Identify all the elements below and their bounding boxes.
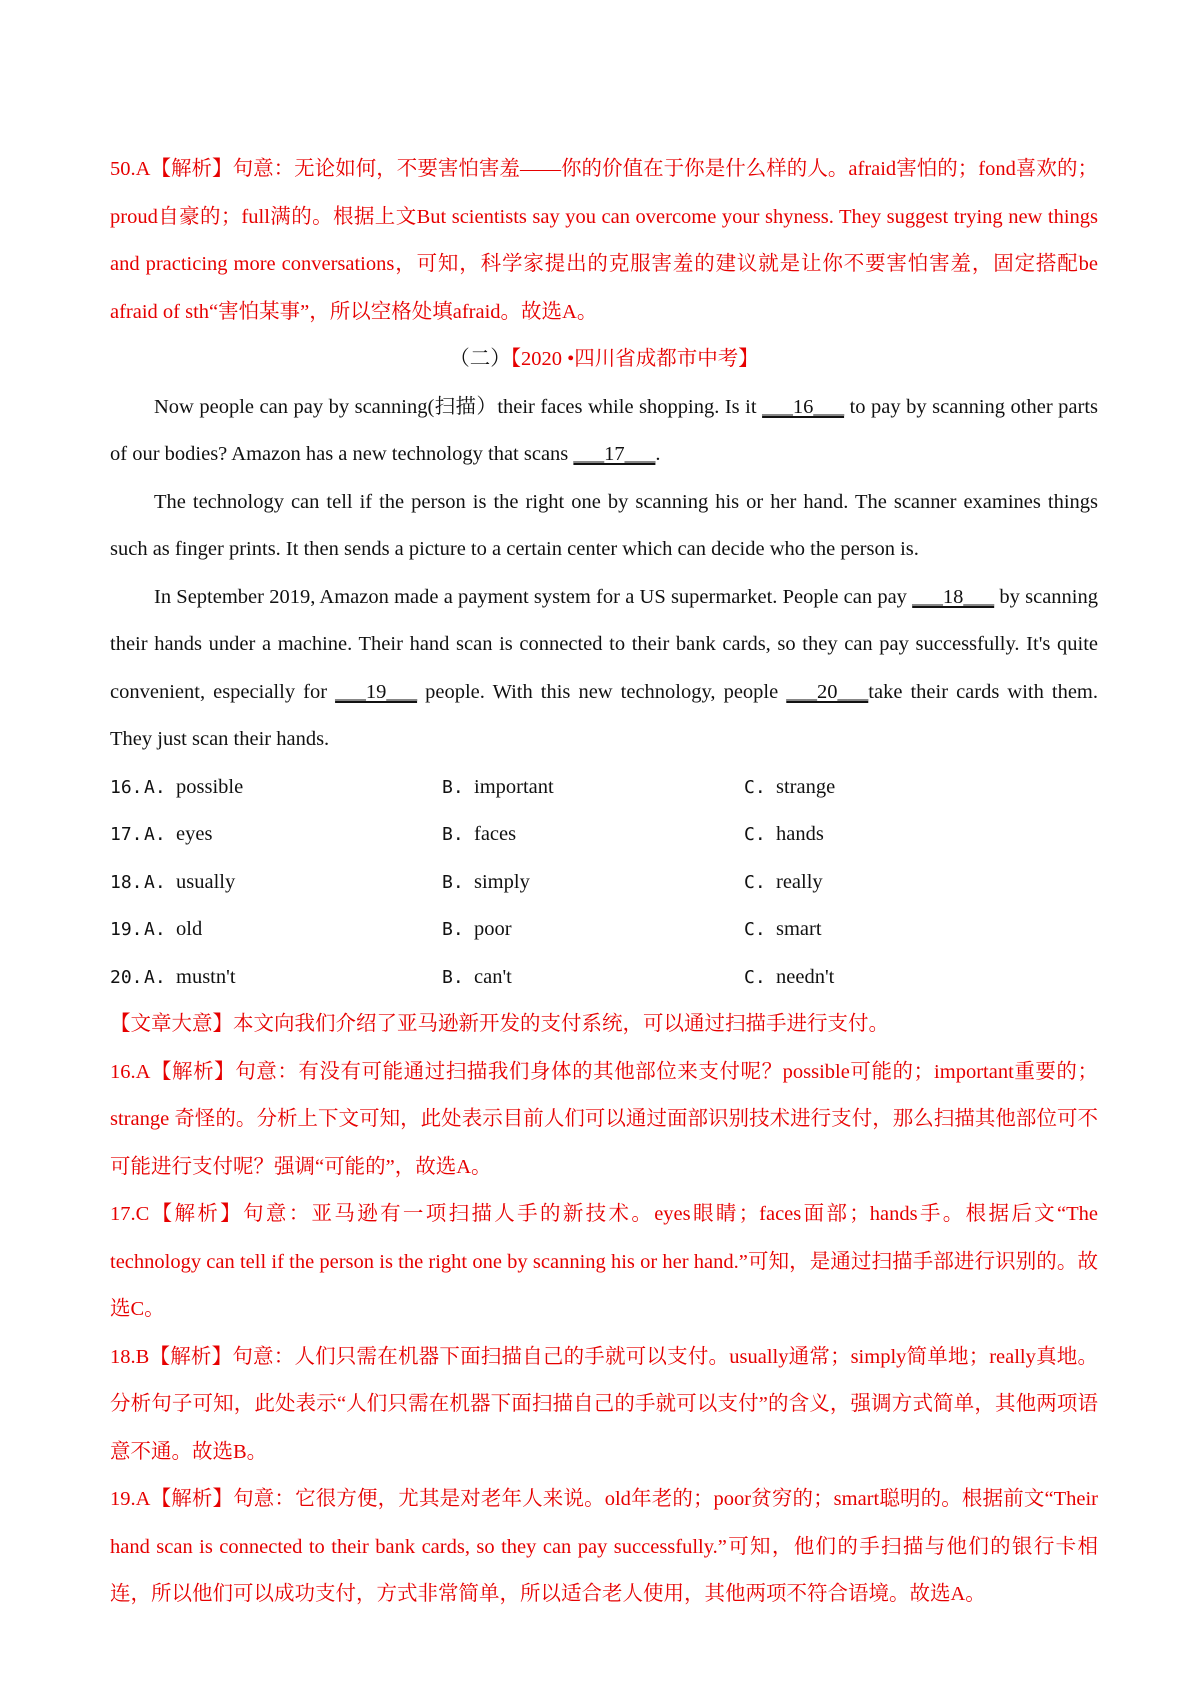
passage-paragraph-3 [110, 574, 1098, 764]
explanation-18: 18.B【解析】句意：人们只需在机器下面扫描自己的手就可以支付。usually通常；simply简单地；really真地。分析句子可知，此处表示“人们只需在机器下面扫描自己的手就可以支付”的含义，强调方式简单，其他两项语意不通。故选B。 [110, 1345, 1098, 1463]
page-content [110, 146, 1098, 1619]
passage-text: take their cards with them. They just scan their hands. [110, 680, 1098, 750]
option-letter: B. [442, 919, 464, 940]
option-text: usually [176, 870, 236, 893]
option-a [144, 811, 442, 859]
option-c [744, 954, 1044, 1002]
blank-16: ___16___ [762, 395, 845, 418]
passage-text: people. With this new technology, people [417, 680, 787, 703]
option-text: simply [474, 870, 530, 893]
option-letter: B. [442, 776, 464, 798]
question-number: 17. [110, 824, 143, 845]
option-letter: C. [744, 966, 766, 988]
option-text: mustn't [176, 965, 236, 988]
passage-text: to pay by scanning other parts of our bodies? Amazon has a new technology that scans [110, 395, 1099, 465]
question-number: 19. [110, 919, 143, 940]
blank-18: ___18___ [912, 585, 995, 608]
option-text: eyes [176, 823, 213, 845]
option-letter: B. [442, 871, 464, 893]
option-b [442, 954, 744, 1002]
blank-17: ___17___ [573, 443, 656, 465]
explanation-17: 17.C【解析】句意：亚马逊有一项扫描人手的新技术。eyes眼睛；faces面部；hands手。根据后文“The technology can tell if the person is the right one by scanning his or her hand.”可知，是通过扫描手部进行识别的。故选C。 [110, 1203, 1098, 1320]
option-letter: C. [744, 776, 766, 798]
passage-text: . [655, 443, 661, 465]
passage-text: by scanning their hands under a machine. Their hand scan is connected to their bank cards, so they can pay successfully. It's quite convenient, especially for [110, 585, 1099, 703]
option-letter: B. [442, 966, 464, 988]
question-number: 18. [110, 871, 143, 893]
option-c [744, 859, 1044, 907]
explanation-19: 19.A【解析】句意：它很方便，尤其是对老年人来说。old年老的；poor贫穷的；smart聪明的。根据前文“Their hand scan is connected to their bank cards, so they can pay successfully.”可知，他们的手扫描与他们的银行卡相连，所以他们可以成功支付，方式非常简单，所以适合老人使用，其他两项不符合语境。故选A。 [110, 1488, 1098, 1605]
option-letter: C. [744, 871, 766, 893]
option-c [744, 906, 1044, 954]
option-text: possible [176, 775, 244, 798]
option-letter: C. [744, 919, 766, 940]
option-b [442, 859, 744, 907]
option-b [442, 764, 744, 812]
option-text: poor [474, 918, 512, 940]
option-text: old [176, 918, 203, 940]
passage-paragraph-2: The technology can tell if the person is the right one by scanning his or her hand. The scanner examines things such as finger prints. It then sends a picture to a certain center which can decide who the person is. [110, 490, 1098, 560]
passage-text: In September 2019, Amazon made a payment system for a US supermarket. People can pay [154, 585, 913, 608]
option-text: smart [776, 918, 822, 940]
option-a [144, 906, 442, 954]
option-letter: A. [144, 776, 166, 798]
section-heading [110, 336, 1098, 384]
option-text: needn't [776, 965, 835, 988]
option-row [110, 906, 1098, 954]
passage-text: Now people can pay by scanning(扫描）their faces while shopping. Is it [154, 395, 763, 418]
option-letter: C. [744, 824, 766, 845]
option-letter: A. [144, 966, 166, 988]
explanation-16: 16.A【解析】句意：有没有可能通过扫描我们身体的其他部位来支付呢？possible可能的；important重要的；strange 奇怪的。分析上下文可知，此处表示目前人们可以通过面部识别技术进行支付，那么扫描其他部位可不可能进行支付呢？强调“可能的”，故选A。 [110, 1060, 1098, 1178]
option-text: can't [474, 965, 512, 988]
option-c [744, 764, 1044, 812]
section-label: （二） [449, 348, 511, 370]
option-letter: B. [442, 824, 464, 845]
option-a [144, 764, 442, 812]
option-text: really [776, 870, 823, 893]
option-letter: A. [144, 824, 166, 845]
option-row [110, 954, 1098, 1002]
option-row [110, 811, 1098, 859]
passage-paragraph-1 [110, 384, 1098, 479]
option-text: faces [474, 823, 517, 845]
option-row [110, 859, 1098, 907]
question-number: 16. [110, 776, 143, 798]
explanation-50: 50.A【解析】句意：无论如何，不要害怕害羞——你的价值在于你是什么样的人。afraid害怕的；fond喜欢的；proud自豪的；full满的。根据上文But scientists say you can overcome your shyness. They suggest trying new things and practicing more conversations，可知，科学家提出的克服害羞的建议就是让你不要害怕害羞，固定搭配be afraid of sth“害怕某事”，所以空格处填afraid。故选A。 [110, 158, 1098, 323]
options-list [110, 764, 1098, 1002]
section-source: 【2020 •四川省成都市中考】 [510, 348, 759, 370]
article-summary: 【文章大意】本文向我们介绍了亚马逊新开发的支付系统，可以通过扫描手进行支付。 [110, 1013, 889, 1035]
option-letter: A. [144, 871, 166, 893]
option-a [144, 954, 442, 1002]
blank-20: ___20___ [786, 680, 869, 703]
option-a [144, 859, 442, 907]
blank-19: ___19___ [335, 680, 418, 703]
option-row [110, 764, 1098, 812]
question-number: 20. [110, 966, 143, 988]
option-letter: A. [144, 919, 166, 940]
option-c [744, 811, 1044, 859]
option-b [442, 811, 744, 859]
option-text: hands [776, 823, 824, 845]
option-text: important [474, 775, 554, 798]
option-text: strange [776, 775, 836, 798]
option-b [442, 906, 744, 954]
